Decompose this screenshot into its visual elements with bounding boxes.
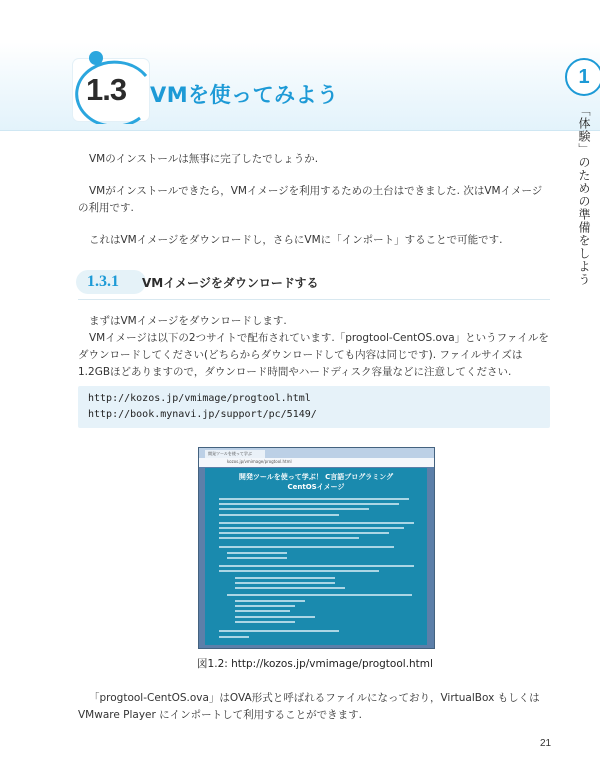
- code-line: http://kozos.jp/vmimage/progtool.html: [88, 393, 311, 404]
- subsection-number: 1.3.1: [87, 273, 119, 290]
- section-number: 1.3: [86, 72, 127, 107]
- paragraph: 「progtool-CentOS.ova」はOVA形式と呼ばれるファイルになっており，VirtualBox もしくは VMware Player にインポートして利用することができます.: [78, 692, 540, 721]
- paragraph: VMがインストールできたら，VMイメージを利用するための土台はできました. 次はVMイメージの利用です.: [78, 185, 543, 214]
- figure-caption: 図1.2: http://kozos.jp/vmimage/progtool.html: [197, 658, 433, 670]
- screenshot-subheading: CentOSイメージ: [287, 483, 345, 491]
- page-number: 21: [540, 738, 552, 749]
- browser-page-content: [205, 468, 427, 645]
- screenshot-text-line: [219, 537, 359, 539]
- screenshot-text-line: [219, 514, 339, 516]
- chapter-side-title: 「体験」のための準備をしよう: [577, 104, 591, 286]
- browser-tab: 開発ツールを使って学ぶ: [205, 450, 265, 458]
- screenshot-text-line: [219, 522, 414, 524]
- subsection-rule: [78, 299, 550, 300]
- screenshot-text-line: [235, 605, 295, 607]
- screenshot-text-line: [227, 594, 412, 596]
- screenshot-text-line: [235, 582, 335, 584]
- browser-screenshot-figure: [198, 447, 435, 649]
- paragraph: これはVMイメージをダウンロードし，さらにVMに「インポート」することで可能です.: [89, 234, 503, 246]
- screenshot-text-line: [219, 498, 409, 500]
- screenshot-text-line: [227, 552, 287, 554]
- paragraph: まずはVMイメージをダウンロードします.: [89, 315, 287, 327]
- subsection-title: VMイメージをダウンロードする: [142, 276, 319, 290]
- screenshot-text-line: [219, 532, 389, 534]
- screenshot-text-line: [219, 636, 249, 638]
- screenshot-text-line: [235, 577, 335, 579]
- screenshot-text-line: [235, 587, 345, 589]
- screenshot-text-line: [235, 600, 305, 602]
- screenshot-text-line: [235, 621, 295, 623]
- screenshot-text-line: [227, 557, 287, 559]
- closing-text: [78, 690, 550, 724]
- section-title: VMを使ってみよう: [150, 83, 339, 107]
- screenshot-heading: 開発ツールを使って学ぶ！ C言語プログラミング: [238, 473, 394, 481]
- section-badge-dot-icon: [89, 51, 103, 65]
- paragraph: VMのインストールは無事に完了したでしょうか.: [89, 153, 319, 165]
- paragraph: VMイメージは以下の2つサイトで配布されています.「progtool-CentOS.ova」というファイルをダウンロードしてください(どちらからダウンロードしても内容は同じです). ファイルサイズは1.2GBほどありますので，ダウンロード時間やハードディスク容量などに注意してください.: [78, 332, 549, 378]
- screenshot-text-line: [219, 527, 404, 529]
- intro-text: [78, 232, 550, 249]
- chapter-number-badge: 1: [565, 58, 600, 96]
- screenshot-text-line: [219, 565, 414, 567]
- code-line: http://book.mynavi.jp/support/pc/5149/: [88, 409, 317, 420]
- screenshot-text-line: [235, 610, 290, 612]
- body-text: [78, 313, 550, 381]
- intro-text: [78, 151, 550, 168]
- screenshot-text-line: [219, 503, 399, 505]
- screenshot-text-line: [235, 616, 315, 618]
- screenshot-text-line: [219, 630, 339, 632]
- section-header-rule: [0, 130, 600, 131]
- intro-text: [78, 183, 550, 217]
- browser-url-text: kozos.jp/vmimage/progtool.html: [227, 459, 292, 464]
- screenshot-text-line: [219, 546, 394, 548]
- screenshot-text-line: [219, 570, 379, 572]
- screenshot-text-line: [219, 508, 369, 510]
